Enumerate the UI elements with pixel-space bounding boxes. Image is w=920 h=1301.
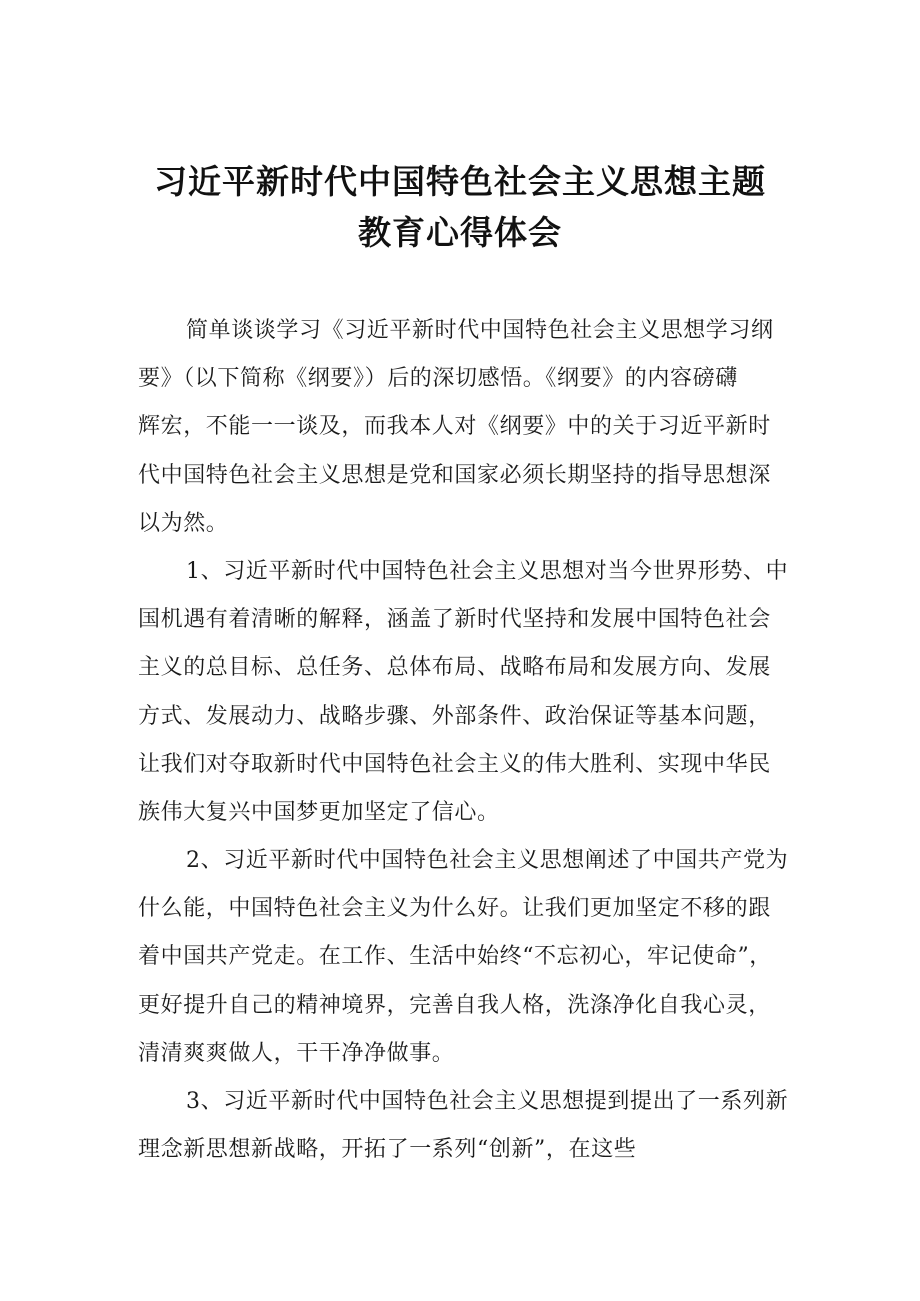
- title-line-2: 教育心得体会: [358, 213, 562, 252]
- text-line: 简单谈谈学习《习近平新时代中国特色社会主义思想学习纲: [186, 318, 774, 343]
- document-title: [110, 156, 810, 258]
- paragraph-point-1: [138, 548, 800, 837]
- text-line: 方式、发展动力、战略步骤、外部条件、政治保证等基本问题，: [138, 703, 771, 729]
- paragraph-point-3: [138, 1078, 800, 1174]
- title-line-1: 习近平新时代中国特色社会主义思想主题: [154, 162, 766, 201]
- text-line: 族伟大复兴中国梦更加坚定了信心。: [138, 799, 500, 825]
- paragraph-point-2: [138, 837, 800, 1078]
- text-line: 国机遇有着清晰的解释，涵盖了新时代坚持和发展中国特色社会: [138, 607, 771, 633]
- text-line: 辉宏，不能一一谈及，而我本人对《纲要》中的关于习近平新时: [138, 414, 771, 440]
- text-line: 要》（以下简称《纲要》）后的深切感悟。《纲要》的内容磅礴: [138, 366, 738, 392]
- text-line: 3、习近平新时代中国特色社会主义思想提到提出了一系列新: [186, 1089, 789, 1114]
- text-line: 让我们对夺取新时代中国特色社会主义的伟大胜利、实现中华民: [138, 751, 771, 777]
- text-line: 主义的总目标、总任务、总体布局、战略布局和发展方向、发展: [138, 655, 771, 681]
- text-line: 清清爽爽做人，干干净净做事。: [138, 1040, 455, 1066]
- text-line: 以为然。: [138, 510, 229, 536]
- text-line: 什么能，中国特色社会主义为什么好。让我们更加坚定不移的跟: [138, 896, 771, 922]
- text-line: 2、习近平新时代中国特色社会主义思想阐述了中国共产党为: [186, 848, 789, 874]
- text-line: 理念新思想新战略，开拓了一系列“创新”，在这些: [138, 1137, 637, 1163]
- text-line: 更好提升自己的精神境界，完善自我人格，洗涤净化自我心灵，: [138, 992, 771, 1018]
- paragraph-intro: [138, 307, 800, 548]
- text-line: 1、习近平新时代中国特色社会主义思想对当今世界形势、中: [186, 558, 789, 584]
- document-body: [138, 307, 800, 1174]
- text-line: 代中国特色社会主义思想是党和国家必须长期坚持的指导思想深: [138, 462, 771, 488]
- text-line: 着中国共产党走。在工作、生活中始终“不忘初心，牢记使命”，: [138, 944, 772, 970]
